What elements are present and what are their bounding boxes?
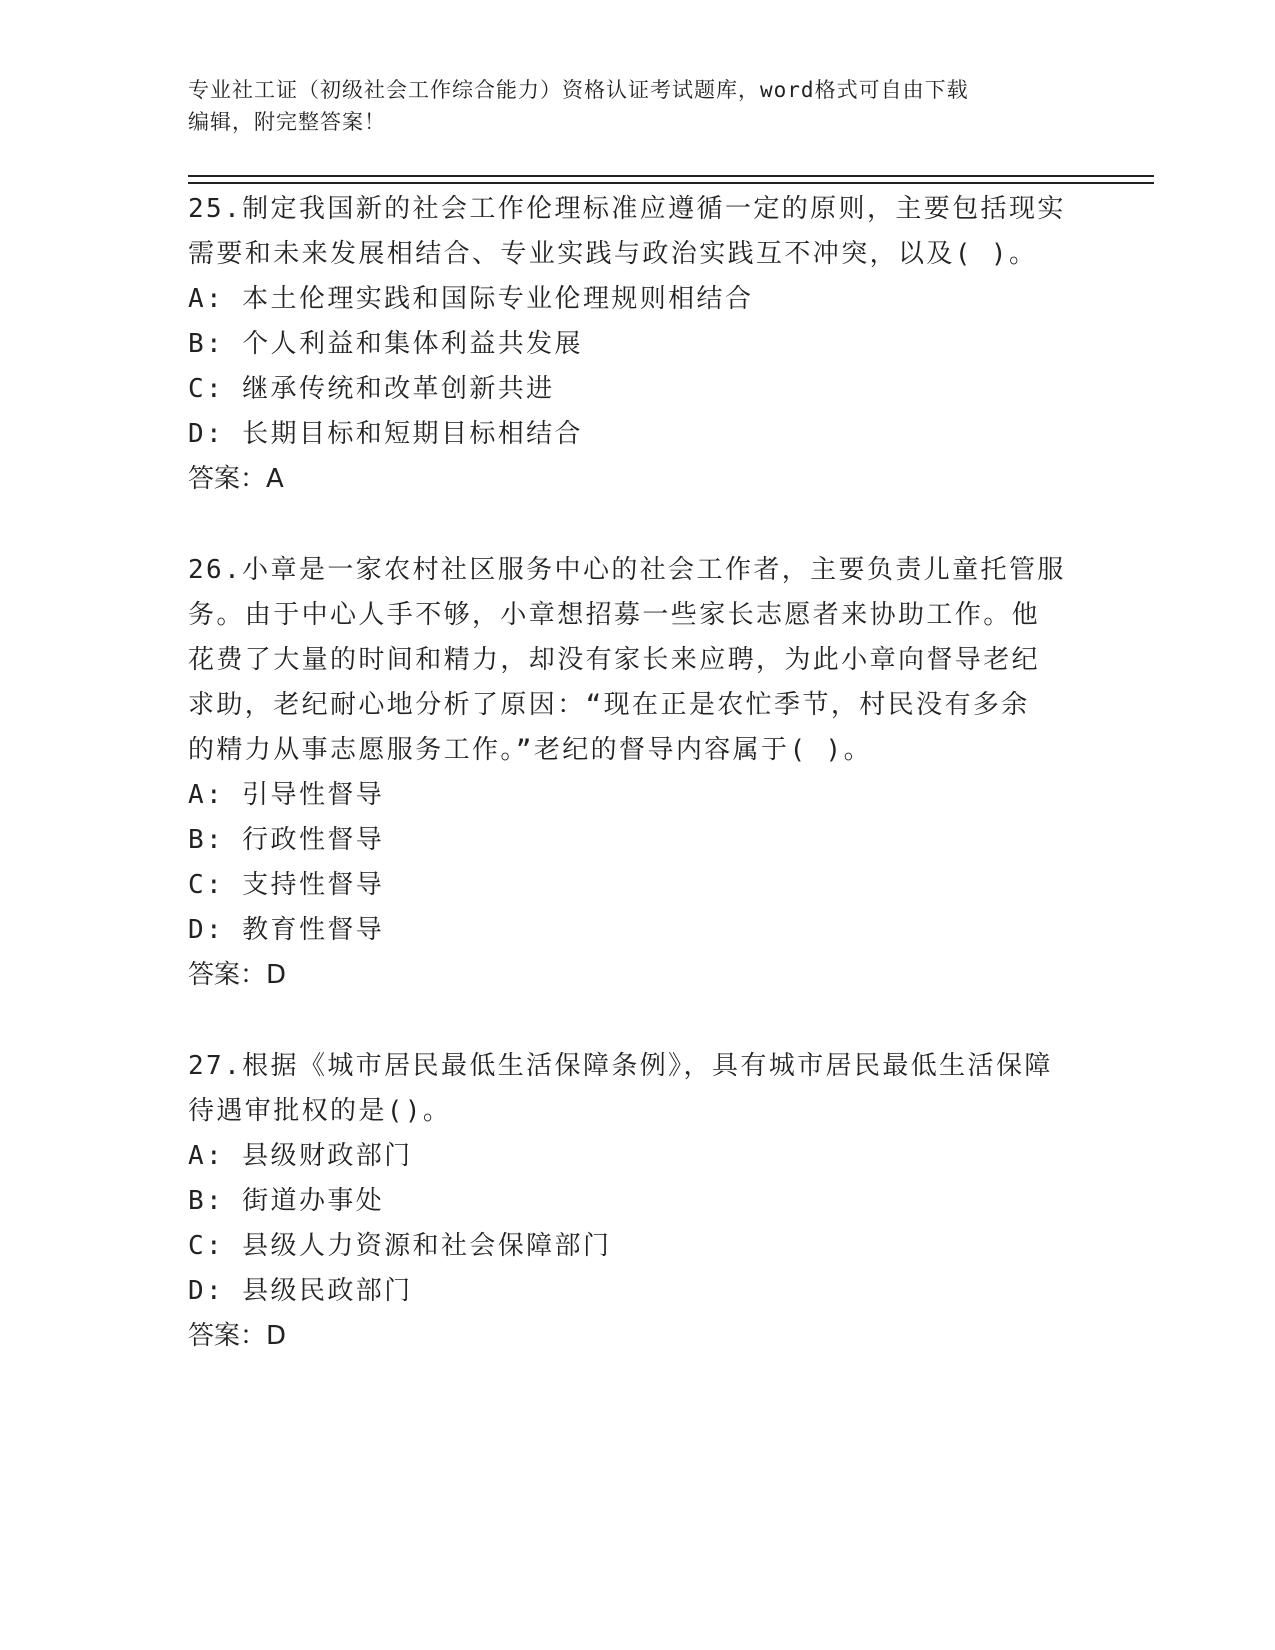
question-list [188,187,1088,1405]
option-b: B: 个人利益和集体利益共发展 [188,329,583,359]
header-divider-bottom [188,182,1154,184]
question-stem-line: 花费了大量的时间和精力，却没有家长来应聘，为此小章向督导老纪 [188,645,1041,675]
question-stem [188,548,1088,773]
option-a: A: 本土伦理实践和国际专业伦理规则相结合 [188,284,754,314]
question-27 [188,1044,1088,1359]
option-c: C: 继承传统和改革创新共进 [188,374,555,404]
option-d: D: 教育性督导 [188,915,385,945]
header-line-1: 专业社工证（初级社会工作综合能力）资格认证考试题库，word格式可自由下载 [188,78,969,102]
option-c: C: 县级人力资源和社会保障部门 [188,1231,612,1261]
option-a: A: 县级财政部门 [188,1141,413,1171]
question-stem-line: 的精力从事志愿服务工作。”老纪的督导内容属于( )。 [188,735,873,765]
question-stem-line: 27.根据《城市居民最低生活保障条例》，具有城市居民最低生活保障 [188,1051,1053,1081]
document-header [188,74,1068,138]
question-stem-line: 需要和未来发展相结合、专业实践与政治实践互不冲突，以及( )。 [188,239,1038,269]
option-d: D: 县级民政部门 [188,1276,413,1306]
answer-label: 答案：D [188,1321,287,1351]
option-a: A: 引导性督导 [188,780,385,810]
option-b: B: 行政性督导 [188,825,385,855]
header-divider-top [188,175,1154,177]
answer-label: 答案：A [188,464,284,494]
option-c: C: 支持性督导 [188,870,385,900]
answer-label: 答案：D [188,960,287,990]
option-b: B: 街道办事处 [188,1186,385,1216]
question-stem [188,187,1088,277]
header-line-2: 编辑，附完整答案！ [188,110,386,134]
question-26 [188,548,1088,998]
question-stem-line: 待遇审批权的是()。 [188,1096,452,1126]
question-stem-line: 25.制定我国新的社会工作伦理标准应遵循一定的原则，主要包括现实 [188,194,1066,224]
question-25 [188,187,1088,502]
question-stem-line: 26.小章是一家农村社区服务中心的社会工作者，主要负责儿童托管服 [188,555,1066,585]
question-stem-line: 求助，老纪耐心地分析了原因：“现在正是农忙季节，村民没有多余 [188,690,1030,720]
option-d: D: 长期目标和短期目标相结合 [188,419,583,449]
question-stem [188,1044,1088,1134]
question-stem-line: 务。由于中心人手不够，小章想招募一些家长志愿者来协助工作。他 [188,600,1041,630]
